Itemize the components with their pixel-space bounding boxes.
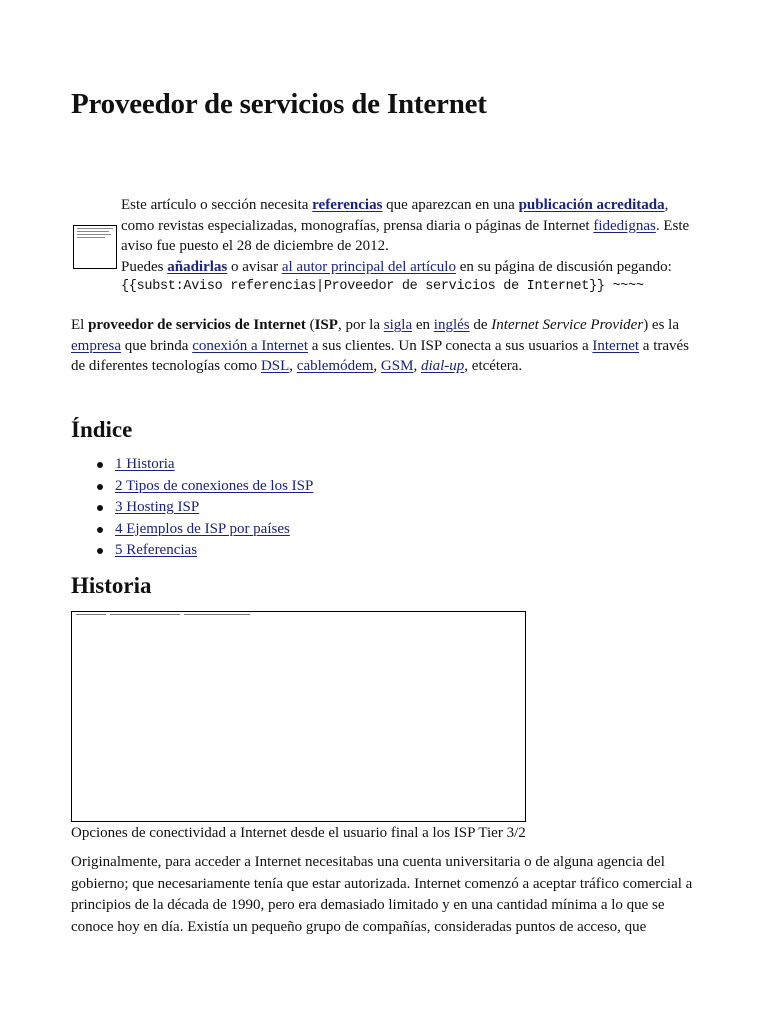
conexion-internet-link[interactable]: conexión a Internet [192, 337, 308, 354]
connectivity-diagram-image [71, 611, 526, 822]
page-title: Proveedor de servicios de Internet [71, 88, 487, 120]
intro-text: ( [305, 317, 315, 333]
notice-image-icon [73, 225, 117, 269]
notice-text-fragment: que aparezcan en una [382, 197, 519, 213]
notice-text-fragment: Este artículo o sección necesita [121, 197, 313, 213]
intro-text: a sus clientes. Un ISP conecta a sus usuarios a [308, 337, 593, 354]
intro-text: que brinda [120, 337, 193, 354]
intro-text: , [289, 358, 297, 374]
publicacion-acreditada-link[interactable]: publicación acreditada [518, 197, 665, 213]
toc-item [71, 454, 701, 476]
notice-text-fragment: . Este aviso fue puesto el 28 de diciembre de 2012. [121, 217, 690, 255]
notice-template-code: {{subst:Aviso referencias|Proveedor de servicios de Internet}} ~~~~ [121, 279, 644, 295]
notice-paragraph-2 [121, 257, 701, 278]
table-of-contents [71, 454, 701, 562]
sigla-link[interactable]: sigla [383, 317, 413, 333]
anadirlas-link[interactable]: añadirlas [167, 258, 228, 275]
toc-heading: Índice [71, 417, 133, 442]
notice-text-fragment: o avisar [227, 258, 282, 275]
empresa-link[interactable]: empresa [71, 337, 121, 354]
intro-bold-term: proveedor de servicios de Internet [88, 317, 306, 333]
historia-paragraph: Originalmente, para acceder a Internet necesitabas una cuenta universitaria o de alguna agencia del gobierno; que necesariamente tenía que estar autorizada. Internet comenzó a aceptar tráfico comercial a principios de la década de 1990, pero era demasiado limitado y en una cantidad mínima a lo que se conoce hoy en día. Existía un pequeño grupo de compañías, consideradas puntos de acceso, que [71, 854, 693, 935]
figure-caption: Opciones de conectividad a Internet desde el usuario final a los ISP Tier 3/2 [71, 825, 526, 841]
dial-up-link[interactable]: dial-up [420, 358, 465, 374]
notice-text-fragment: Puedes [121, 258, 168, 275]
notice-paragraph-1 [121, 195, 701, 257]
autor-principal-link[interactable]: al autor principal del artículo [281, 258, 456, 275]
intro-text: en [412, 317, 434, 333]
toc-link-historia[interactable]: 1 Historia [115, 456, 175, 472]
notice-text-fragment: en su página de discusión pegando: [455, 258, 672, 275]
toc-link-ejemplos-isp[interactable]: 4 Ejemplos de ISP por países [115, 520, 290, 537]
intro-italic-term: Internet Service Provider [491, 317, 644, 333]
toc-link-tipos-conexiones[interactable]: 2 Tipos de conexiones de los ISP [115, 477, 314, 494]
ingles-link[interactable]: inglés [433, 317, 470, 333]
intro-text: , etcétera. [464, 358, 523, 374]
gsm-link[interactable]: GSM [380, 358, 414, 374]
notice-text-fragment: , como revistas especializadas, monografías, prensa diaria o páginas de Internet [121, 197, 669, 234]
intro-text: El [71, 317, 89, 333]
intro-text: a través de diferentes tecnologías como [71, 337, 690, 374]
dsl-link[interactable]: DSL [260, 358, 290, 374]
toc-item [71, 540, 701, 562]
notice-text [121, 195, 701, 298]
toc-link-hosting-isp[interactable]: 3 Hosting ISP [115, 499, 200, 515]
toc-item [71, 476, 701, 498]
cablemodem-link[interactable]: cablemódem [296, 358, 374, 374]
referencias-link[interactable]: referencias [312, 197, 383, 213]
intro-text: , por la [337, 317, 384, 333]
intro-text: de [469, 317, 492, 333]
intro-paragraph [71, 315, 701, 377]
intro-text: , [373, 358, 381, 374]
toc-item [71, 497, 701, 519]
intro-text: ) es la [643, 317, 680, 333]
fidedignas-link[interactable]: fidedignas [593, 217, 656, 234]
internet-link[interactable]: Internet [592, 337, 640, 354]
intro-bold-acronym: ISP [314, 317, 338, 333]
intro-text: , [413, 358, 421, 374]
toc-link-referencias[interactable]: 5 Referencias [115, 542, 198, 558]
historia-heading: Historia [71, 573, 152, 598]
toc-item [71, 519, 701, 541]
